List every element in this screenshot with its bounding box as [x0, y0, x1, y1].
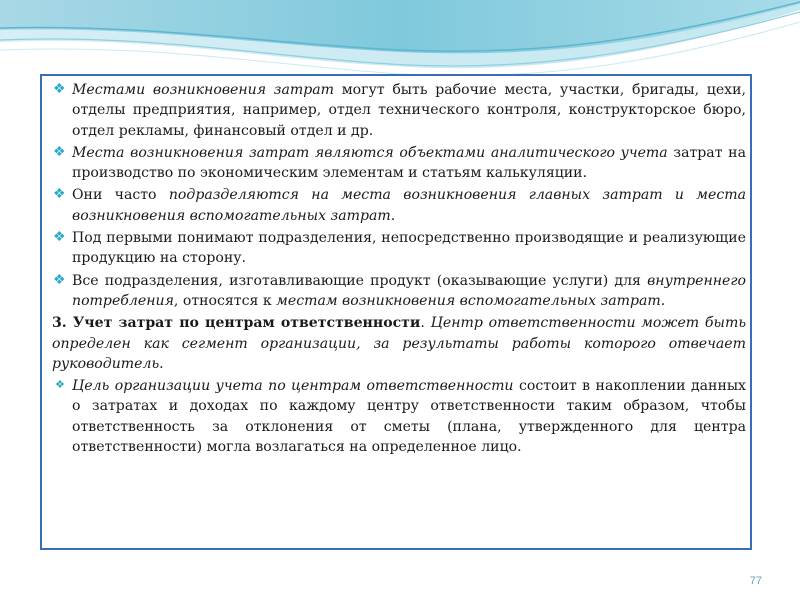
diamond-bullet-icon: ❖: [53, 81, 66, 97]
paragraph-5-italic: внутреннего потребления: [72, 272, 746, 309]
paragraph-4: [52, 228, 746, 269]
paragraph-5-italic-2: местам возникновения вспомогательных затрат.: [276, 292, 666, 309]
paragraph-4-text: Под первыми понимают подразделения, непосредственно производящие и реализующие продукцию на сторону.: [72, 230, 746, 267]
paragraph-2-text: затрат на производство по экономическим элементам и статьям калькуляции.: [72, 144, 746, 182]
paragraph-3-italic: подразделяются на места возникновения главных затрат и места возникновения вспомогательных затрат: [72, 187, 746, 224]
paragraph-5-text-2: , относятся к: [173, 292, 277, 309]
paragraph-3: [52, 185, 746, 226]
paragraph-2-italic: Места возникновения затрат являются объектами аналитического учета: [72, 144, 668, 161]
text-area: [52, 80, 746, 459]
paragraph-3-end: .: [390, 207, 396, 224]
diamond-bullet-icon: ❖: [53, 143, 66, 160]
paragraph-5-text: Все подразделения, изготавливающие продукт (оказывающие услуги) для: [72, 272, 648, 289]
section-3-paragraph: [52, 313, 746, 374]
content-box: [40, 74, 752, 550]
paragraph-7-italic: Цель организации учета по центрам ответственности: [72, 378, 514, 395]
paragraph-2: [52, 143, 746, 184]
paragraph-3-text: Они часто: [72, 187, 169, 204]
paragraph-7: [52, 376, 746, 457]
paragraph-7-text: состоит в накоплении данных о затратах и доходах по каждому центру ответственности таким образом, чтобы ответственность за отклонения от сметы (плана, утвержденного для центра ответственности) могла возлагаться на определенное лицо.: [72, 378, 747, 456]
diamond-bullet-icon: ❖: [53, 229, 66, 246]
section-3-sep: .: [420, 315, 431, 332]
paragraph-1-italic: Местами возникновения затрат: [72, 82, 334, 98]
small-diamond-bullet-icon: ❖: [55, 378, 65, 392]
diamond-bullet-icon: ❖: [53, 186, 66, 203]
paragraph-1-text: могут быть рабочие места, участки, бригады, цехи, отделы предприятия, например, отдел технического контроля, конструкторское бюро, отдел рекламы, финансовый отдел и др.: [72, 82, 746, 139]
section-3-italic: Центр ответственности может быть определен как сегмент организации, за результаты работы которого отвечает руководитель: [52, 315, 746, 372]
page-number: 77: [749, 575, 762, 587]
section-3-end: .: [159, 355, 164, 372]
diamond-bullet-icon: ❖: [53, 271, 66, 288]
section-3-heading: 3. Учет затрат по центрам ответственности: [52, 315, 421, 332]
paragraph-5: [52, 271, 746, 312]
paragraph-1: [52, 80, 746, 141]
